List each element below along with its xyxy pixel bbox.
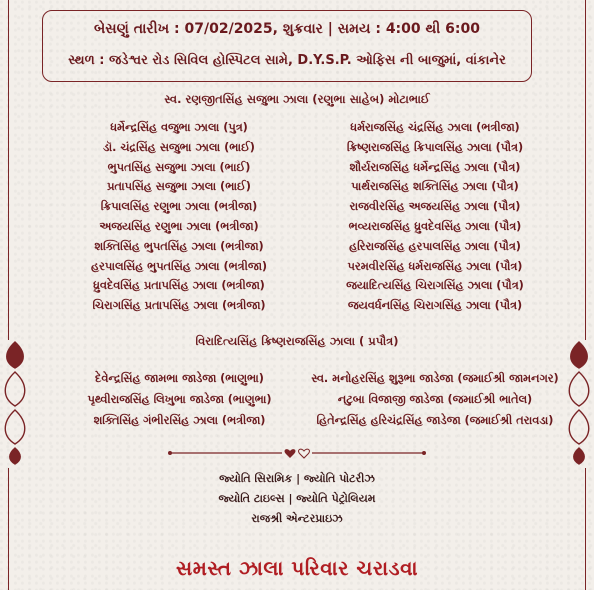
business-line-1: જ્યોતિ સિરામિક | જ્યોતિ પોટરીઝ	[219, 472, 375, 485]
business-line-3: રાજશ્રી એન્ટરપ્રાઇઝ	[251, 512, 343, 525]
date-time-line: બેસણું તારીખ : 07/02/2025, શુક્રવાર | સમય : 4:00 થી 6:00	[94, 21, 480, 37]
list-item: ક્રિપાલસિંહ રણુભા ઝાલા (ભત્રીજા)	[100, 200, 258, 214]
list-item: ડૉ. ચંદ્રસિંહ સજુભા ઝાલા (ભાઈ)	[103, 140, 255, 154]
list-item: ક્રિષ્ણરાજસિંહ ક્રિપાલસિંહ ઝાલા (પૌત્ર)	[346, 140, 524, 154]
list-item: ધ્રુવદેવસિંહ પ્રતાપસિંહ ઝાલા (ભત્રીજા)	[93, 279, 265, 293]
list-item: હરપાલસિંહ ભુપતસિંહ ઝાલા (ભત્રીજા)	[90, 259, 267, 273]
relatives-list-left	[62, 368, 297, 431]
list-item: પ્રતાપસિંહ સજુભા ઝાલા (ભાઈ)	[107, 180, 251, 194]
list-item: શક્તિસિંહ ભુપતસિંહ ઝાલા (ભત્રીજા)	[94, 239, 264, 253]
list-item: ભુપતસિંહ સજુભા ઝાલા (ભાઈ)	[107, 160, 251, 174]
list-item: પૃથ્વીરાજસિંહ લિખુભા જાડેજા (ભાણુભા)	[87, 393, 272, 406]
head-of-family: સ્વ. રણજીતસિંહ સજુભા ઝાલા (રણુભા સાહેબ) મોટાભાઈ	[164, 92, 430, 106]
list-item: રાજવીરસિંહ અજયસિંહ ઝાલા (પૌત્ર)	[349, 200, 521, 214]
list-item: પાર્થરાજસિંહ શક્તિસિંહ ઝાલા (પૌત્ર)	[351, 180, 519, 194]
event-details-box	[42, 10, 532, 82]
heart-divider-ornament	[0, 446, 594, 460]
list-item: નટુબા વિજાજી જાડેજા (જમાઈશ્રી ભાતેલ)	[337, 393, 533, 406]
list-item: ધર્મેન્દ્રસિંહ વજુભા ઝાલા (પુત્ર)	[110, 121, 248, 134]
left-border-line	[8, 0, 9, 340]
list-item: ભવ્યરાજસિંહ ધ્રુવદેવસિંહ ઝાલા (પૌત્ર)	[348, 219, 522, 233]
list-item: જયાદિત્યસિંહ ચિરાગસિંહ ઝાલા (પૌત્ર)	[346, 279, 524, 293]
list-item: સ્વ. મનોહરસિંહ શુરૂભા જાડેજા (જમાઈશ્રી જામનગર)	[311, 372, 559, 385]
right-border-line	[585, 0, 586, 340]
list-item: પરમવીરસિંહ ધર્મરાજસિંહ ઝાલા (પૌત્ર)	[347, 259, 523, 273]
great-grandson-line: વિરાદિત્યસિંહ ક્રિષ્ણરાજસિંહ ઝાલા ( પ્રપૌત્ર)	[195, 334, 399, 348]
list-item: હરિરાજસિંહ હરપાલસિંહ ઝાલા (પૌત્ર)	[349, 239, 521, 253]
family-list-left	[64, 118, 294, 316]
list-item: અજયસિંહ રણુભા ઝાલા (ભત્રીજા)	[99, 219, 259, 233]
business-line-2: જ્યોતિ ટાઇલ્સ | જ્યોતિ પેટ્રોલિયમ	[218, 492, 376, 505]
list-item: દેવેન્દ્રસિંહ જામભા જાડેજા (ભાણુભા)	[95, 372, 264, 385]
list-item: ચિરાગસિંહ પ્રતાપસિંહ ઝાલા (ભત્રીજા)	[92, 299, 266, 313]
list-item: ધર્મરાજસિંહ ચંદ્રસિંહ ઝાલા (ભત્રીજા)	[350, 121, 520, 134]
list-item: શક્તિસિંહ ગંભીરસિંહ ઝાલા (ભત્રીજા)	[93, 414, 266, 427]
venue-line: સ્થળ : જડેશ્વર રોડ સિવિલ હોસ્પિટલ સામે, D.Y.S.P. ઓફિસ ની બાજુમાં, વાંકાનેર	[68, 53, 506, 68]
family-title: સમસ્ત ઝાલા પરિવાર ચરાડવા	[176, 556, 418, 580]
family-list-right	[305, 118, 565, 316]
list-item: હિતેન્દ્રસિંહ હરિચંદ્રસિંહ જાડેજા (જમાઈશ્રી તરાવડા)	[316, 414, 554, 427]
relatives-list-right	[300, 368, 570, 431]
list-item: જયવર્ધનસિંહ ચિરાગસિંહ ઝાલા (પૌત્ર)	[347, 299, 523, 313]
list-item: શૌર્યરાજસિંહ ધર્મેન્દ્રસિંહ ઝાલા (પૌત્ર)	[349, 160, 521, 174]
